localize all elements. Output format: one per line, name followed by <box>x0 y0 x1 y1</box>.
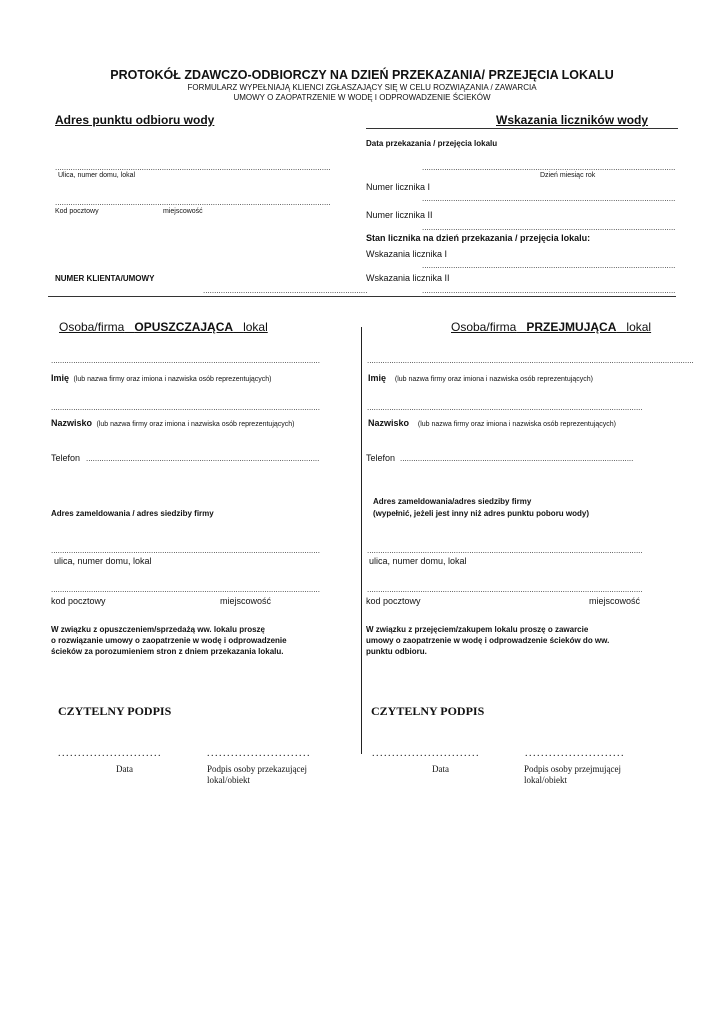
meter-1-number-label: Numer licznika I <box>366 182 431 192</box>
leaving-statement-line-1: W związku z opuszczeniem/sprzedażą ww. lokalu proszę <box>51 625 265 634</box>
leaving-party-heading: Osoba/firma OPUSZCZAJĄCA lokal <box>59 320 268 334</box>
taking-name-fill-line[interactable]: ................................................................................................................................................... <box>367 356 694 365</box>
client-number-label: NUMER KLIENTA/UMOWY <box>55 274 155 283</box>
postal-code-label: Kod pocztowy <box>55 208 99 215</box>
leaving-signature-label-2: lokal/obiekt <box>207 775 250 785</box>
leaving-phone-fill-line[interactable]: ......................................................................................................... <box>86 454 320 463</box>
leaving-street-label: ulica, numer domu, lokal <box>54 556 152 566</box>
taking-statement-line-3: punktu odbioru. <box>366 647 427 656</box>
column-divider <box>361 327 362 754</box>
taking-surname-fill-line[interactable]: ............................................................................................................................ <box>367 403 643 412</box>
page-title: PROTOKÓŁ ZDAWCZO-ODBIORCZY NA DZIEŃ PRZEKAZANIA/ PRZEJĘCIA LOKALU <box>110 68 614 82</box>
meters-heading-rule <box>366 128 678 129</box>
leaving-postal-fill-line[interactable]: ......................................................................................................................... <box>51 585 320 594</box>
taking-signature-label-1: Podpis osoby przejmującej <box>524 764 621 774</box>
taking-phone-label: Telefon <box>366 453 396 463</box>
meter-state-label: Stan licznika na dzień przekazania / przejęcia lokalu: <box>366 233 591 243</box>
meter-1-number-fill-line[interactable]: .................................................................................................................. <box>422 194 676 203</box>
meter-2-reading-label: Wskazania licznika II <box>366 273 450 283</box>
taking-name-label: Imię (lub nazwa firmy oraz imiona i nazwiska osób reprezentujących) <box>368 373 593 383</box>
meters-section-heading: Wskazania liczników wody <box>496 113 649 127</box>
leaving-name-label: Imię (lub nazwa firmy oraz imiona i nazwiska osób reprezentujących) <box>51 373 272 383</box>
leaving-statement-line-3: ścieków za porozumieniem stron z dniem przekazania lokalu. <box>51 647 284 656</box>
meter-1-reading-fill-line[interactable]: .................................................................................................................. <box>422 261 676 270</box>
leaving-signature-heading: CZYTELNY PODPIS <box>58 704 172 718</box>
taking-postal-label: kod pocztowy <box>366 596 421 606</box>
meter-2-reading-fill-line[interactable]: .................................................................................................................. <box>422 286 676 295</box>
taking-statement-line-2: umowy o zaopatrzenie w wodę i odprowadzenie ścieków do ww. <box>366 636 610 645</box>
taking-date-fill-line[interactable]: ........................... <box>372 748 480 759</box>
meter-2-number-fill-line[interactable]: .................................................................................................................. <box>422 223 676 232</box>
street-fill-line[interactable]: ............................................................................................................................ <box>55 163 331 172</box>
meter-2-number-label: Numer licznika II <box>366 210 433 220</box>
page-subtitle-line-2: UMOWY O ZAOPATRZENIE W WODĘ I ODPROWADZENIE ŚCIEKÓW <box>233 93 491 102</box>
leaving-date-label: Data <box>116 764 133 774</box>
leaving-street-fill-line[interactable]: ......................................................................................................................... <box>51 546 320 555</box>
client-number-fill-line[interactable]: .......................................................................... <box>203 286 368 295</box>
leaving-signature-label-1: Podpis osoby przekazującej <box>207 764 307 774</box>
taking-phone-fill-line[interactable]: ......................................................................................................... <box>400 454 634 463</box>
taking-street-label: ulica, numer domu, lokal <box>369 556 467 566</box>
leaving-name-fill-line[interactable]: ......................................................................................................................... <box>51 356 320 365</box>
taking-party-heading: Osoba/firma PRZEJMUJĄCA lokal <box>451 320 652 334</box>
leaving-date-fill-line[interactable]: .......................... <box>58 748 162 759</box>
handover-date-fill-line[interactable]: .................................................................................................................. <box>422 163 676 172</box>
leaving-address-label: Adres zameldowania / adres siedziby firmy <box>51 509 214 518</box>
taking-street-fill-line[interactable]: ............................................................................................................................ <box>367 546 643 555</box>
taking-date-label: Data <box>432 764 449 774</box>
street-label: Ulica, numer domu, lokal <box>58 172 136 179</box>
taking-address-label-1: Adres zameldowania/adres siedziby firmy <box>373 497 532 506</box>
taking-signature-heading: CZYTELNY PODPIS <box>371 704 485 718</box>
taking-statement-line-1: W związku z przejęciem/zakupem lokalu proszę o zawarcie <box>366 625 589 634</box>
section-separator <box>48 296 676 297</box>
date-format-label: Dzień miesiąc rok <box>540 172 596 179</box>
page-subtitle-line-1: FORMULARZ WYPEŁNIAJĄ KLIENCI ZGŁASZAJĄCY SIĘ W CELU ROZWIĄZANIA / ZAWARCIA <box>187 83 537 92</box>
handover-date-label: Data przekazania / przejęcia lokalu <box>366 139 498 148</box>
taking-city-label: miejscowość <box>589 596 641 606</box>
meter-1-reading-label: Wskazania licznika I <box>366 249 448 259</box>
address-section-heading: Adres punktu odbioru wody <box>55 113 215 127</box>
leaving-postal-label: kod pocztowy <box>51 596 106 606</box>
taking-postal-fill-line[interactable]: ............................................................................................................................ <box>367 585 643 594</box>
leaving-phone-label: Telefon <box>51 453 81 463</box>
taking-signature-fill-line[interactable]: ......................... <box>525 748 625 759</box>
leaving-surname-fill-line[interactable]: ......................................................................................................................... <box>51 403 320 412</box>
leaving-signature-fill-line[interactable]: .......................... <box>207 748 311 759</box>
city-label: miejscowość <box>163 208 203 215</box>
taking-signature-label-2: lokal/obiekt <box>524 775 567 785</box>
postal-city-fill-line[interactable]: ............................................................................................................................ <box>55 198 331 207</box>
leaving-city-label: miejscowość <box>220 596 272 606</box>
taking-surname-label: Nazwisko (lub nazwa firmy oraz imiona i nazwiska osób reprezentujących) <box>368 418 616 428</box>
leaving-statement-line-2: o rozwiązanie umowy o zaopatrzenie w wodę i odprowadzenie <box>51 636 287 645</box>
leaving-surname-label: Nazwisko (lub nazwa firmy oraz imiona i nazwiska osób reprezentujących) <box>51 418 295 428</box>
taking-address-label-2: (wypełnić, jeżeli jest inny niż adres punktu poboru wody) <box>373 509 590 518</box>
